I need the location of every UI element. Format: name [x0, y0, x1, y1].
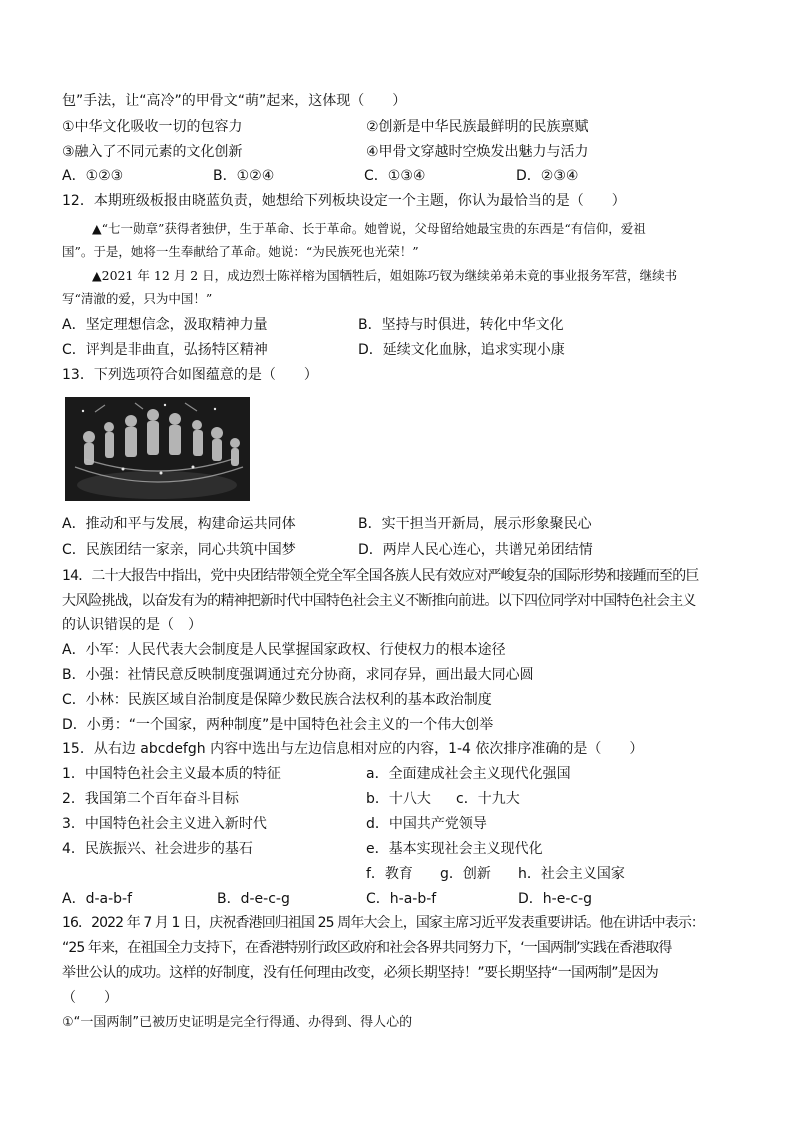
q15-right-c: c．十九大 [456, 791, 520, 807]
q11-choice-c: C．①③④ [364, 168, 426, 184]
q15-right-e: e．基本实现社会主义现代化 [366, 841, 543, 857]
q15-left-1: 1．中国特色社会主义最本质的特征 [62, 766, 281, 782]
q14-choice-b: B．小强：社情民意反映制度强调通过充分协商，求同存异，画出最大同心圆 [62, 667, 534, 683]
q12-material-2b: 写“清澈的爱，只为中国！” [62, 291, 213, 306]
q11-choice-d: D．②③④ [516, 168, 579, 184]
q11-option-2: ②创新是中华民族最鲜明的民族禀赋 [366, 119, 589, 135]
q14-choice-c: C．小林：民族区域自治制度是保障少数民族合法权利的基本政治制度 [62, 692, 492, 708]
q14-stem-line-2: 大风险挑战，以奋发有为的精神把新时代中国特色社会主义不断推向前进。以下四位同学对中国特色社会主义 [62, 593, 696, 609]
q12-choice-b: B．坚持与时俱进，转化中华文化 [358, 317, 564, 333]
q12-choice-a: A．坚定理想信念，汲取精神力量 [62, 317, 268, 333]
q15-left-2: 2．我国第二个百年奋斗目标 [62, 791, 239, 807]
q15-left-4: 4．民族振兴、社会进步的基石 [62, 841, 253, 857]
q15-right-a: a．全面建成社会主义现代化强国 [366, 766, 571, 782]
q15-right-b: b．十八大 [366, 791, 431, 807]
q15-right-f: f．教育 [366, 866, 413, 882]
q12-choice-c: C．评判是非曲直，弘扬特区精神 [62, 342, 268, 358]
q12-material-2a: ▲2021 年 12 月 2 日，成边烈士陈祥榕为国牺牲后，姐姐陈巧钗为继续弟弟未竟的事业报务军营，继续书 [92, 268, 678, 283]
q16-stem-line-2: “25 年来，在祖国全力支持下，在香港特别行政区政府和社会各界共同努力下，‘一国两制’实践在香港取得 [62, 940, 672, 956]
q15-choice-b: B．d-e-c-g [217, 891, 290, 907]
q15-choice-d: D．h-e-c-g [518, 891, 593, 907]
q11-stem-tail: 包”手法，让“高冷”的甲骨文“萌”起来，这体现（ ） [62, 93, 407, 109]
q16-stem-line-3: 举世公认的成功。这样的好制度，没有任何理由改变，必须长期坚持！”要长期坚持“一国两制”是因为 [62, 965, 659, 981]
q13-photo [65, 397, 250, 501]
q16-stem-line-1: 16．2022 年 7 月 1 日，庆祝香港回归祖国 25 周年大会上，国家主席习近平发表重要讲话。他在讲话中表示： [62, 915, 705, 931]
q16-stem-line-4: （ ） [62, 990, 118, 1006]
q12-material-1b: 国”。于是，她将一生奉献给了革命。她说：“为民族死也光荣！” [62, 244, 419, 259]
q14-choice-a: A．小军：人民代表大会制度是人民掌握国家政权、行使权力的根本途径 [62, 642, 506, 658]
q11-choice-b: B．①②④ [213, 168, 275, 184]
q15-right-d: d．中国共产党领导 [366, 816, 487, 832]
q14-choice-d: D．小勇：“一个国家，两种制度”是中国特色社会主义的一个伟大创举 [62, 717, 494, 733]
q12-material-1a: ▲“七一勋章”获得者独伊，生于革命、长于革命。她曾说，父母留给她最宝贵的东西是“有信仰，爱祖 [92, 221, 646, 236]
q15-choice-c: C．h-a-b-f [366, 891, 437, 907]
q13-stem: 13．下列选项符合如图蕴意的是（ ） [62, 367, 318, 383]
q15-right-h: h．社会主义国家 [518, 866, 625, 882]
q13-choice-d: D．两岸人民心连心，共谱兄弟团结情 [358, 542, 593, 558]
q14-stem-line-1: 14．二十大报告中指出，党中央团结带领全党全军全国各族人民有效应对严峻复杂的国际形势和接踵而至的巨 [62, 568, 699, 584]
q15-left-3: 3．中国特色社会主义进入新时代 [62, 816, 267, 832]
q12-choice-d: D．延续文化血脉，追求实现小康 [358, 342, 565, 358]
q16-option-1: ①“一国两制”已被历史证明是完全行得通、办得到、得人心的 [62, 1015, 413, 1030]
q13-choice-a: A．推动和平与发展，构建命运共同体 [62, 516, 296, 532]
q12-stem: 12．本期班级板报由晓蓝负责，她想给下列板块设定一个主题，你认为最恰当的是（ ） [62, 193, 626, 209]
q15-choice-a: A．d-a-b-f [62, 891, 133, 907]
q15-right-g: g．创新 [440, 866, 491, 882]
q13-choice-b: B．实干担当开新局，展示形象聚民心 [358, 516, 592, 532]
q15-stem: 15．从右边 abcdefgh 内容中选出与左边信息相对应的内容，1-4 依次排序准确的是（ ） [62, 741, 644, 757]
q13-choice-c: C．民族团结一家亲，同心共筑中国梦 [62, 542, 296, 558]
q11-option-4: ④甲骨文穿越时空焕发出魅力与活力 [366, 144, 589, 160]
q11-option-3: ③融入了不同元素的文化创新 [62, 144, 243, 160]
q11-option-1: ①中华文化吸收一切的包容力 [62, 119, 243, 135]
q11-choice-a: A．①②③ [62, 168, 124, 184]
q14-stem-line-3: 的认识错误的是（ ） [62, 617, 202, 633]
